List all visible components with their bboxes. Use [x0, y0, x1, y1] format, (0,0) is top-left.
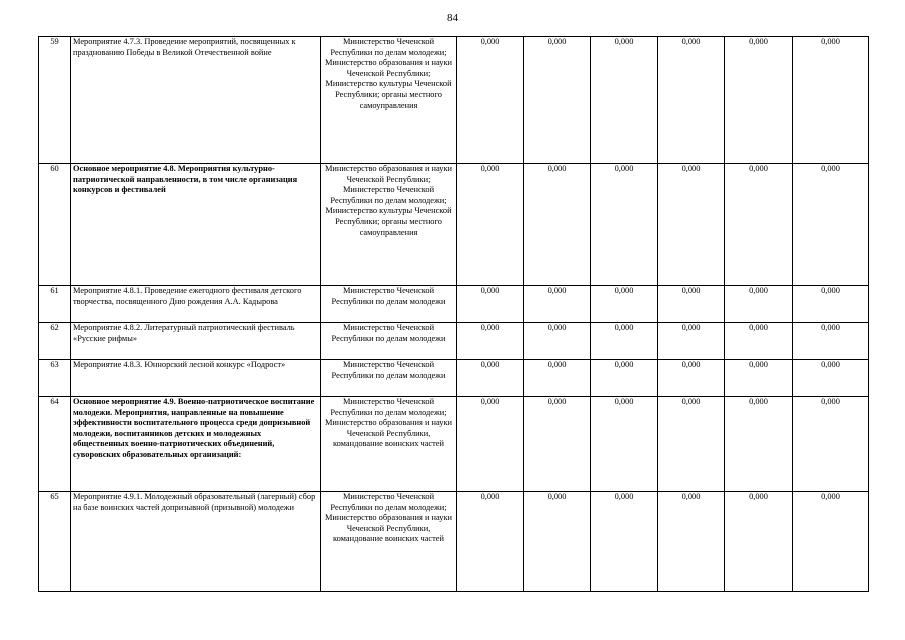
table-row — [39, 37, 869, 164]
responsible-executor: Министерство образования и науки Чеченской Республики; Министерство Чеченской Республики по делам молодежи; Министерство культуры Чеченской Республики; органы местного самоуправления — [321, 164, 457, 286]
funding-value: 0,000 — [658, 492, 725, 592]
page-number: 84 — [447, 12, 458, 24]
activity-name: Мероприятие 4.8.2. Литературный патриотический фестиваль «Русские рифмы» — [71, 323, 321, 360]
funding-value: 0,000 — [658, 323, 725, 360]
program-table — [38, 36, 869, 592]
funding-value: 0,000 — [524, 397, 591, 492]
funding-value: 0,000 — [658, 37, 725, 164]
funding-value: 0,000 — [793, 286, 869, 323]
funding-value: 0,000 — [793, 323, 869, 360]
funding-value: 0,000 — [524, 37, 591, 164]
funding-value: 0,000 — [725, 323, 793, 360]
funding-value: 0,000 — [725, 37, 793, 164]
funding-value: 0,000 — [457, 164, 524, 286]
funding-value: 0,000 — [457, 286, 524, 323]
funding-value: 0,000 — [793, 492, 869, 592]
funding-value: 0,000 — [793, 360, 869, 397]
funding-value: 0,000 — [591, 286, 658, 323]
funding-value: 0,000 — [658, 360, 725, 397]
funding-value: 0,000 — [524, 286, 591, 323]
funding-value: 0,000 — [457, 323, 524, 360]
row-number: 64 — [39, 397, 71, 492]
activity-name: Основное мероприятие 4.9. Военно-патриотическое воспитание молодежи. Мероприятия, направленные на повышение эффективности воспитательного процесса среди допризывной молодежи, воспитанников детских и молодежных общественных военно-патриотических объединений, суворовских образовательных организаций: — [71, 397, 321, 492]
table-row — [39, 397, 869, 492]
funding-value: 0,000 — [524, 323, 591, 360]
funding-value: 0,000 — [591, 37, 658, 164]
responsible-executor: Министерство Чеченской Республики по делам молодежи; Министерство образования и науки Чеченской Республики, командование воинских частей — [321, 397, 457, 492]
row-number: 59 — [39, 37, 71, 164]
funding-value: 0,000 — [725, 492, 793, 592]
responsible-executor: Министерство Чеченской Республики по делам молодежи — [321, 286, 457, 323]
table-row — [39, 164, 869, 286]
funding-value: 0,000 — [524, 360, 591, 397]
funding-value: 0,000 — [793, 37, 869, 164]
funding-value: 0,000 — [658, 397, 725, 492]
funding-value: 0,000 — [591, 492, 658, 592]
row-number: 65 — [39, 492, 71, 592]
responsible-executor: Министерство Чеченской Республики по делам молодежи — [321, 360, 457, 397]
funding-value: 0,000 — [793, 397, 869, 492]
responsible-executor: Министерство Чеченской Республики по делам молодежи; Министерство образования и науки Чеченской Республики; Министерство культуры Чеченской Республики; органы местного самоуправления — [321, 37, 457, 164]
funding-value: 0,000 — [457, 397, 524, 492]
funding-value: 0,000 — [725, 360, 793, 397]
responsible-executor: Министерство Чеченской Республики по делам молодежи; Министерство образования и науки Чеченской Республики, командование воинских частей — [321, 492, 457, 592]
row-number: 63 — [39, 360, 71, 397]
funding-value: 0,000 — [725, 164, 793, 286]
funding-value: 0,000 — [457, 360, 524, 397]
responsible-executor: Министерство Чеченской Республики по делам молодежи — [321, 323, 457, 360]
funding-value: 0,000 — [591, 323, 658, 360]
activity-name: Основное мероприятие 4.8. Мероприятия культурно-патриотической направленности, в том числе организация конкурсов и фестивалей — [71, 164, 321, 286]
activity-name: Мероприятие 4.8.3. Юннорский лесной конкурс «Подрост» — [71, 360, 321, 397]
funding-value: 0,000 — [591, 164, 658, 286]
funding-value: 0,000 — [793, 164, 869, 286]
funding-value: 0,000 — [591, 397, 658, 492]
funding-value: 0,000 — [457, 37, 524, 164]
funding-value: 0,000 — [591, 360, 658, 397]
row-number: 60 — [39, 164, 71, 286]
table-row — [39, 286, 869, 323]
funding-value: 0,000 — [725, 286, 793, 323]
funding-value: 0,000 — [658, 286, 725, 323]
table-row — [39, 360, 869, 397]
funding-value: 0,000 — [725, 397, 793, 492]
activity-name: Мероприятие 4.7.3. Проведение мероприятий, посвященных к празднованию Победы в Великой Отечественной войне — [71, 37, 321, 164]
funding-value: 0,000 — [658, 164, 725, 286]
table-row — [39, 323, 869, 360]
table-row — [39, 492, 869, 592]
funding-value: 0,000 — [457, 492, 524, 592]
funding-value: 0,000 — [524, 492, 591, 592]
funding-value: 0,000 — [524, 164, 591, 286]
activity-name: Мероприятие 4.9.1. Молодежный образовательный (лагерный) сбор на базе воинских частей допризывной (призывной) молодежи — [71, 492, 321, 592]
row-number: 61 — [39, 286, 71, 323]
row-number: 62 — [39, 323, 71, 360]
activity-name: Мероприятие 4.8.1. Проведение ежегодного фестиваля детского творчества, посвященного Дню рождения А.А. Кадырова — [71, 286, 321, 323]
